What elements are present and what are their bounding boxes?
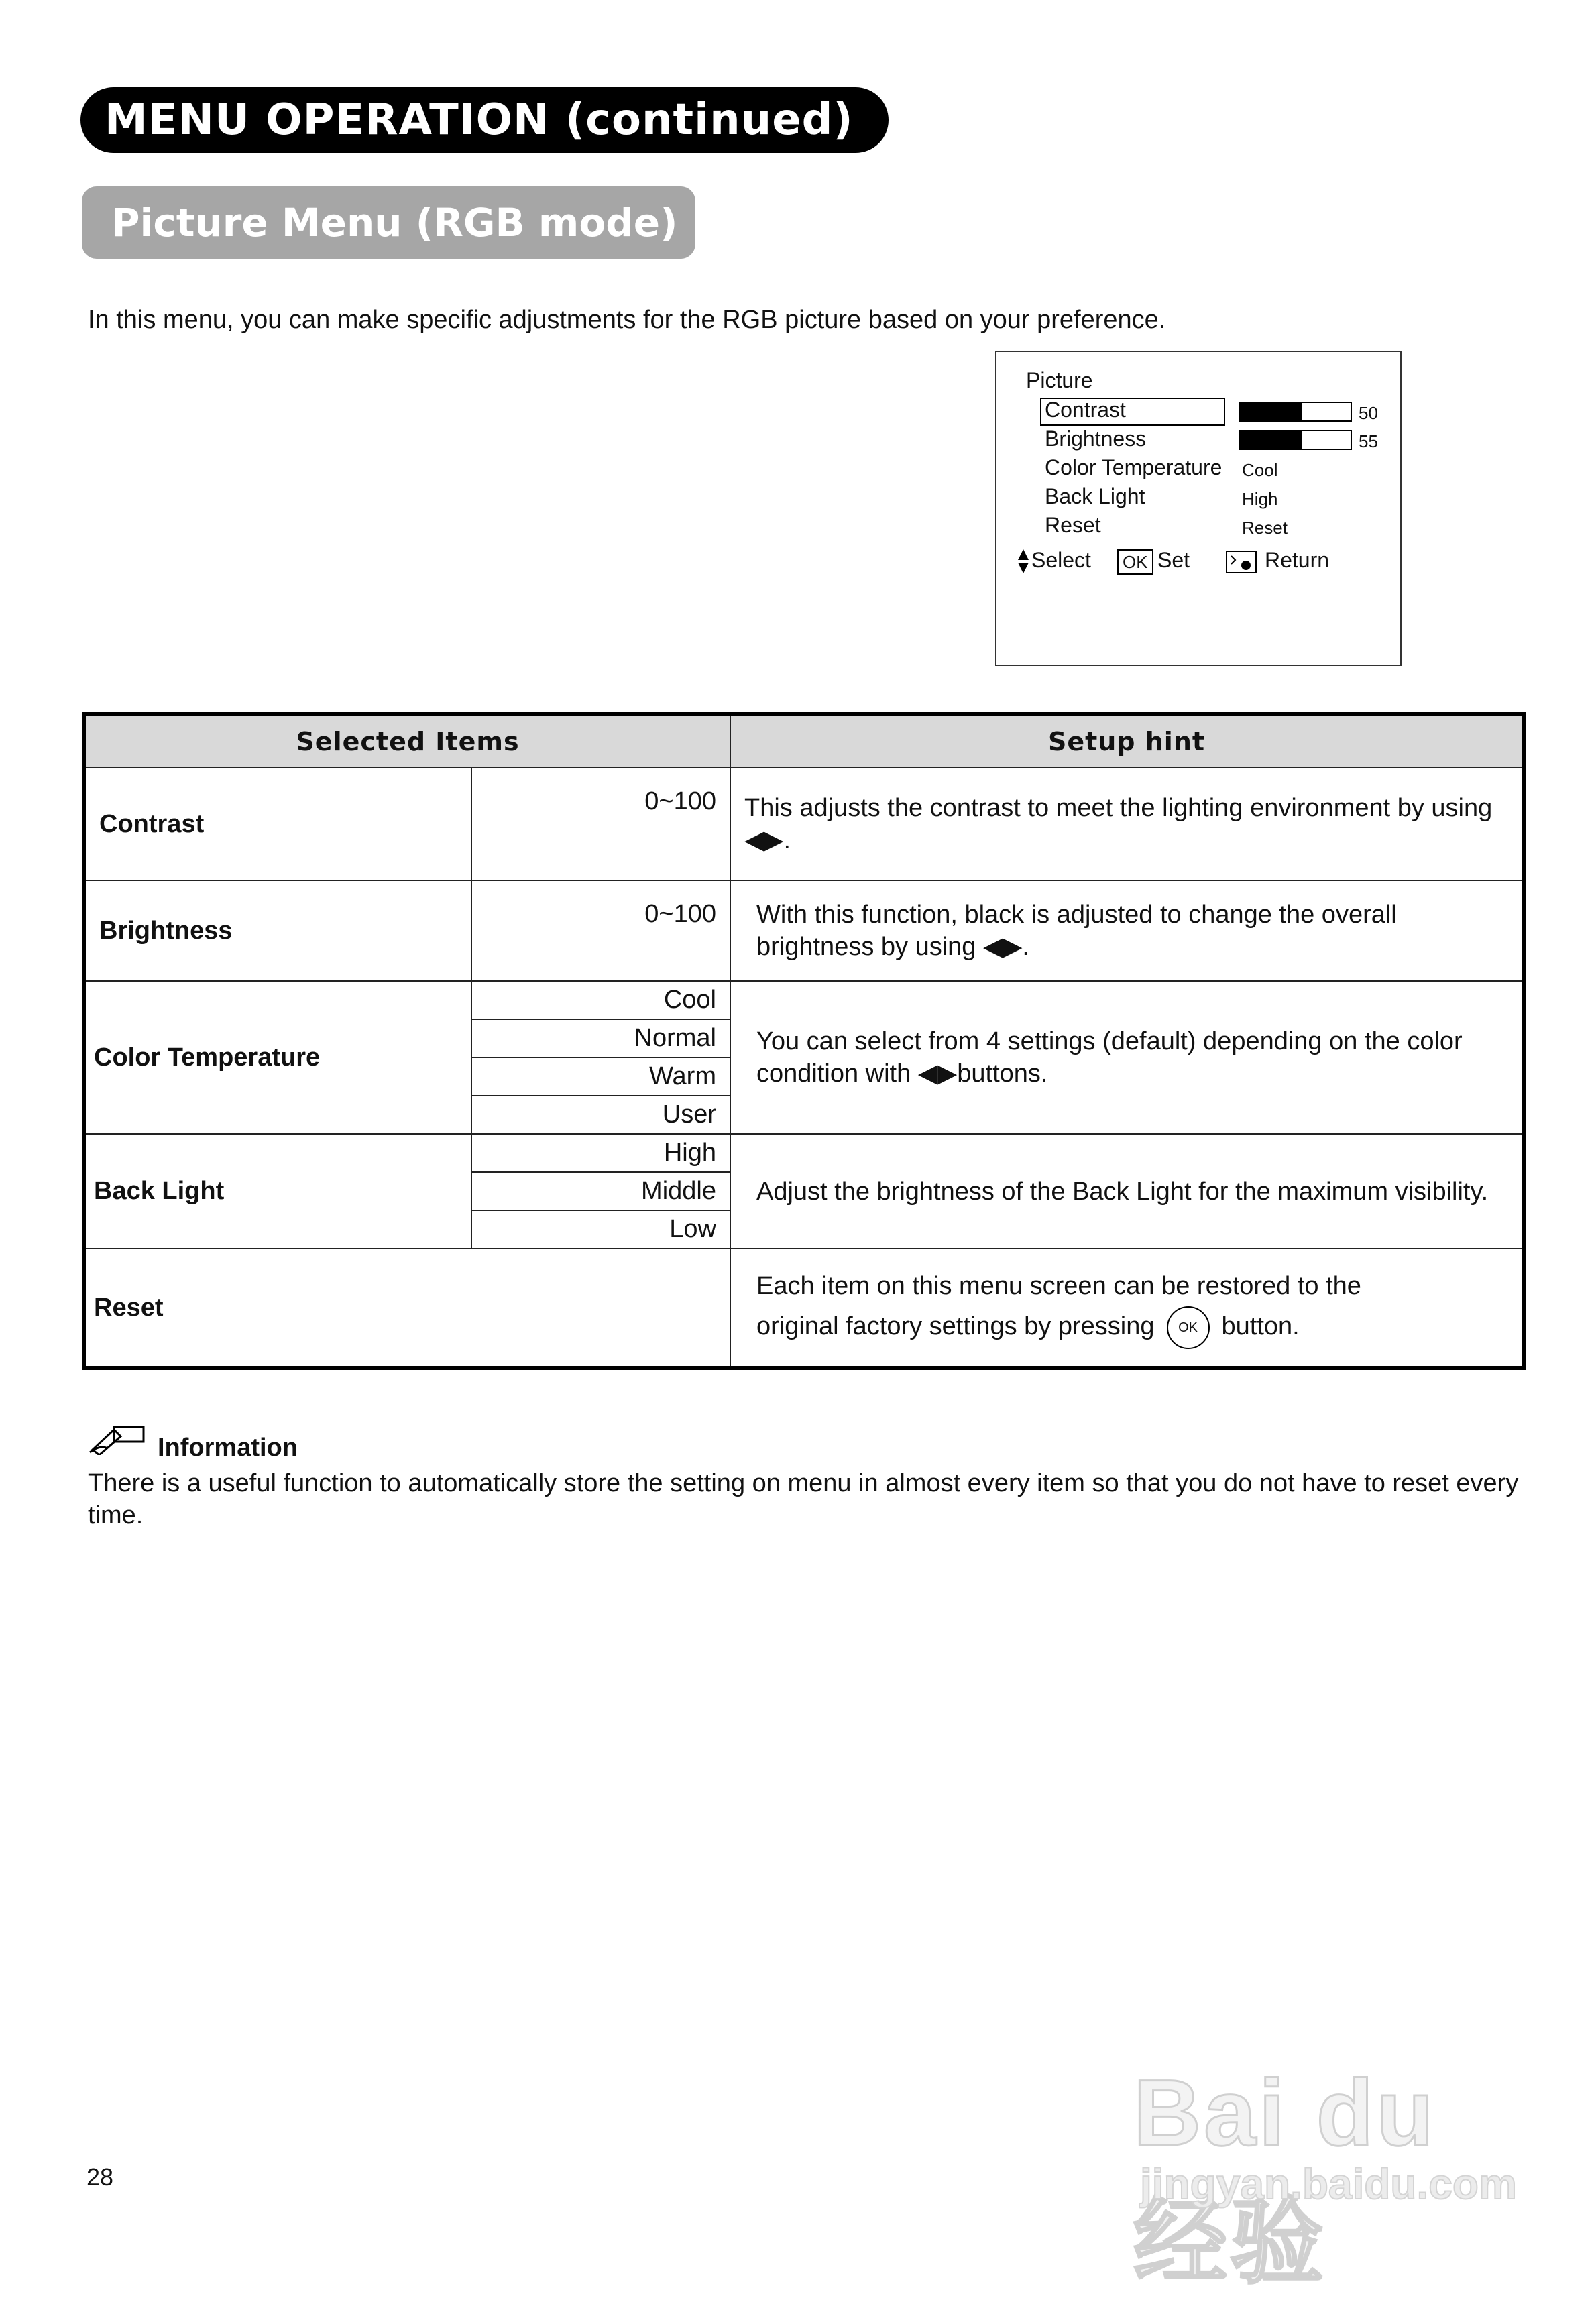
option-middle: Middle xyxy=(471,1172,730,1210)
header-selected-items: Selected Items xyxy=(84,714,730,768)
hint-reset-line2 xyxy=(756,1306,1509,1349)
table-row-brightness xyxy=(84,880,1524,981)
osd-reset-value: Reset xyxy=(1242,518,1288,538)
header-setup-hint: Setup hint xyxy=(730,714,1524,768)
hint-reset xyxy=(730,1249,1524,1368)
osd-ok-key-icon: OK xyxy=(1117,549,1153,575)
item-color-temperature: Color Temperature xyxy=(84,981,471,1134)
subsection-title-banner xyxy=(82,186,695,259)
hint-contrast: This adjusts the contrast to meet the lighting environment by using ◀▶. xyxy=(730,768,1524,880)
range-brightness: 0~100 xyxy=(471,880,730,981)
osd-contrast-bar-fill xyxy=(1241,403,1302,420)
up-down-arrow-icon xyxy=(1017,548,1030,575)
hint-brightness: With this function, black is adjusted to change the overall brightness by using ◀▶. xyxy=(730,880,1524,981)
item-reset: Reset xyxy=(84,1249,730,1368)
watermark-sub: jingyan.baidu.com xyxy=(1140,2160,1517,2208)
osd-item-brightness: Brightness xyxy=(1045,426,1147,451)
watermark-main: Bai du 经验 xyxy=(1133,2060,1436,2295)
hint-reset-line2b: button. xyxy=(1221,1312,1300,1341)
hint-back-light: Adjust the brightness of the Back Light for the maximum visibility. xyxy=(730,1134,1524,1249)
table-row-reset xyxy=(84,1249,1524,1368)
option-high: High xyxy=(471,1134,730,1172)
subsection-title: Picture Menu (RGB mode) xyxy=(111,200,678,245)
osd-back-light-value: High xyxy=(1242,489,1278,509)
osd-contrast-value: 50 xyxy=(1359,403,1378,423)
osd-brightness-bar xyxy=(1239,430,1352,450)
page-number: 28 xyxy=(87,2163,114,2191)
pencil-note-icon xyxy=(87,1415,148,1455)
table-header-row xyxy=(84,714,1524,768)
osd-return-label: Return xyxy=(1265,548,1330,572)
option-normal: Normal xyxy=(471,1019,730,1057)
table-row-contrast xyxy=(84,768,1524,880)
osd-item-reset: Reset xyxy=(1045,513,1101,537)
range-contrast: 0~100 xyxy=(471,768,730,880)
osd-item-back-light: Back Light xyxy=(1045,484,1145,508)
ok-button-icon: OK xyxy=(1167,1306,1210,1349)
hint-color-temperature: You can select from 4 settings (default) depending on the color condition with ◀▶buttons. xyxy=(730,981,1524,1134)
osd-select-label: Select xyxy=(1031,548,1091,572)
information-title: Information xyxy=(158,1434,298,1462)
return-key-icon xyxy=(1226,551,1257,573)
osd-contrast-bar xyxy=(1239,402,1352,422)
osd-brightness-value: 55 xyxy=(1359,431,1378,451)
option-low: Low xyxy=(471,1210,730,1249)
intro-text: In this menu, you can make specific adjustments for the RGB picture based on your preference. xyxy=(88,306,1166,334)
option-user: User xyxy=(471,1096,730,1134)
settings-table xyxy=(82,712,1526,1370)
table-row-color-temperature xyxy=(84,981,1524,1019)
baidu-watermark xyxy=(1133,2012,1517,2295)
information-body: There is a useful function to automatically store the setting on menu in almost every item so that you do not have to reset every time. xyxy=(88,1469,1519,1530)
item-brightness: Brightness xyxy=(84,880,471,981)
hint-reset-line2a: original factory settings by pressing xyxy=(756,1312,1155,1341)
option-warm: Warm xyxy=(471,1057,730,1096)
section-title-banner xyxy=(80,87,889,153)
osd-set-label: Set xyxy=(1157,548,1190,572)
item-back-light: Back Light xyxy=(84,1134,471,1249)
table-row-back-light xyxy=(84,1134,1524,1172)
option-cool: Cool xyxy=(471,981,730,1019)
osd-brightness-bar-fill xyxy=(1241,431,1302,449)
osd-item-contrast: Contrast xyxy=(1045,398,1126,422)
osd-menu-illustration xyxy=(995,351,1402,666)
item-contrast: Contrast xyxy=(84,768,471,880)
osd-title: Picture xyxy=(1026,368,1093,392)
hint-reset-line1: Each item on this menu screen can be restored to the xyxy=(756,1272,1361,1300)
osd-item-color-temperature: Color Temperature xyxy=(1045,455,1222,479)
osd-color-temperature-value: Cool xyxy=(1242,460,1278,480)
section-title: MENU OPERATION (continued) xyxy=(105,95,854,145)
